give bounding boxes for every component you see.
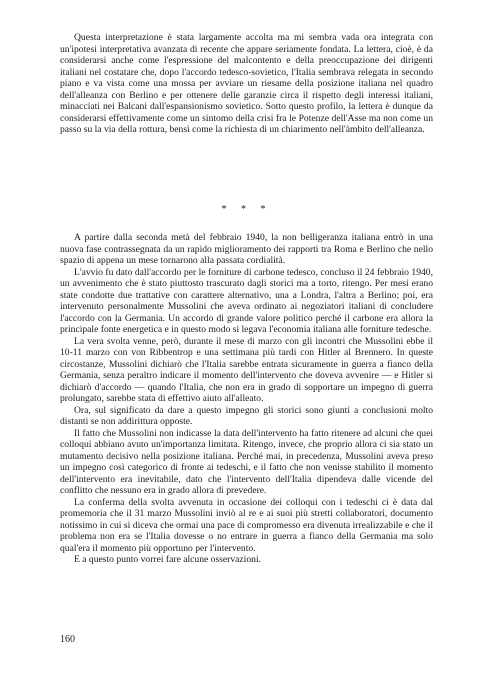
page-number: 160 [60, 634, 75, 645]
paragraph: E a questo punto vorrei fare alcune osservazioni. [74, 554, 262, 565]
paragraph: L'avvio fu dato dall'accordo per le forniture di carbone tedesco, concluso il 24 febbraio 1940, un avvenimento che è stato piuttosto trascurato dagli storici ma a torto, ritengo. Per mesi erano state condotte due trattative con carattere alternativo, una a Londra, l'altra a Berlino; poi, era intervenuto personalmente Mussolini che aveva ordinato ai negoziatori italiani di concludere l'accordo con la Germania. Un accordo di grande valore politico perché il carbone era allora la principale fonte energetica e in questo modo si legava l'economia italiana alle forniture tedesche. [60, 266, 433, 335]
paragraph: Il fatto che Mussolini non indicasse la data dell'intervento ha fatto ritenere ad alcuni che quei colloqui abbiano avuto un'importanza limitata. Ritengo, invece, che proprio allora ci sia stato un mutamento decisivo nella posizione italiana. Perché mai, in precedenza, Mussolini aveva preso un impegno così categorico di fronte ai tedeschi, e il fatto che non venisse stabilito il momento dell'intervento era inevitabile, dato che l'intervento dell'Italia dipendeva dalle vicende del conflitto che nessuno era in grado allora di prevedere. [60, 427, 433, 496]
paragraph: La vera svolta venne, però, durante il mese di marzo con gli incontri che Mussolini ebbe il 10-11 marzo con von Ribbentrop e una settimana più tardi con Hitler al Brennero. In queste circostanze, Mussolini dichiarò che l'Italia sarebbe entrata sicuramente in guerra a fianco della Germania, senza peraltro indicare il momento dell'intervento che doveva avvenire — e Hitler si dichiarò d'accordo — quando l'Italia, che non era in grado di sopportare un impegno di guerra prolungato, sarebbe stata di effettivo aiuto all'alleato. [60, 335, 433, 404]
paragraph: Questa interpretazione è stata largamente accolta ma mi sembra vada ora integrata con un'ipotesi interpretativa avanzata di recente che appare seriamente fondata. La lettera, cioè, è da considerarsi anche come l'espressione del malcontento e della preoccupazione dei dirigenti italiani nel costatare che, dopo l'accordo tedesco-sovietico, l'Italia sembrava relegata in secondo piano e va vista come una mossa per avviare un riesame della posizione italiana nel quadro dell'alleanza con Berlino e per ottenere delle garanzie circa il rispetto degli interessi italiani, minacciati nei Balcani dall'espansionismo sovietico. Sotto questo profilo, la lettera è dunque da considerarsi effettivamente come un sintomo della crisi fra le Potenze dell'Asse ma non come un passo su la via della rottura, bensì come la richiesta di un chiarimento nell'àmbito dell'alleanza. [60, 32, 433, 135]
text-block-bottom [60, 232, 433, 566]
section-divider: * * * [221, 204, 272, 215]
paragraph: La conferma della svolta avvenuta in occasione dei colloqui con i tedeschi ci è data dal promemoria che il 31 marzo Mussolini inviò al re e ai suoi più stretti collaboratori, documento notissimo in cui si diceva che ormai una pace di compromesso era divenuta irrealizzabile e che il problema non era se l'Italia dovesse o no entrare in guerra a fianco della Germania ma solo qual'era il momento più opportuno per l'intervento. [60, 496, 433, 554]
paragraph: Ora, sul significato da dare a questo impegno gli storici sono giunti a conclusioni molto distanti se non addirittura opposte. [60, 404, 433, 427]
paragraph: A partire dalla seconda metà del febbraio 1940, la non belligeranza italiana entrò in una nuova fase contrassegnata da un rapido miglioramento dei rapporti tra Roma e Berlino che nello spazio di appena un mese tornarono alla passata cordialità. [60, 232, 433, 266]
text-block-top [60, 32, 433, 136]
